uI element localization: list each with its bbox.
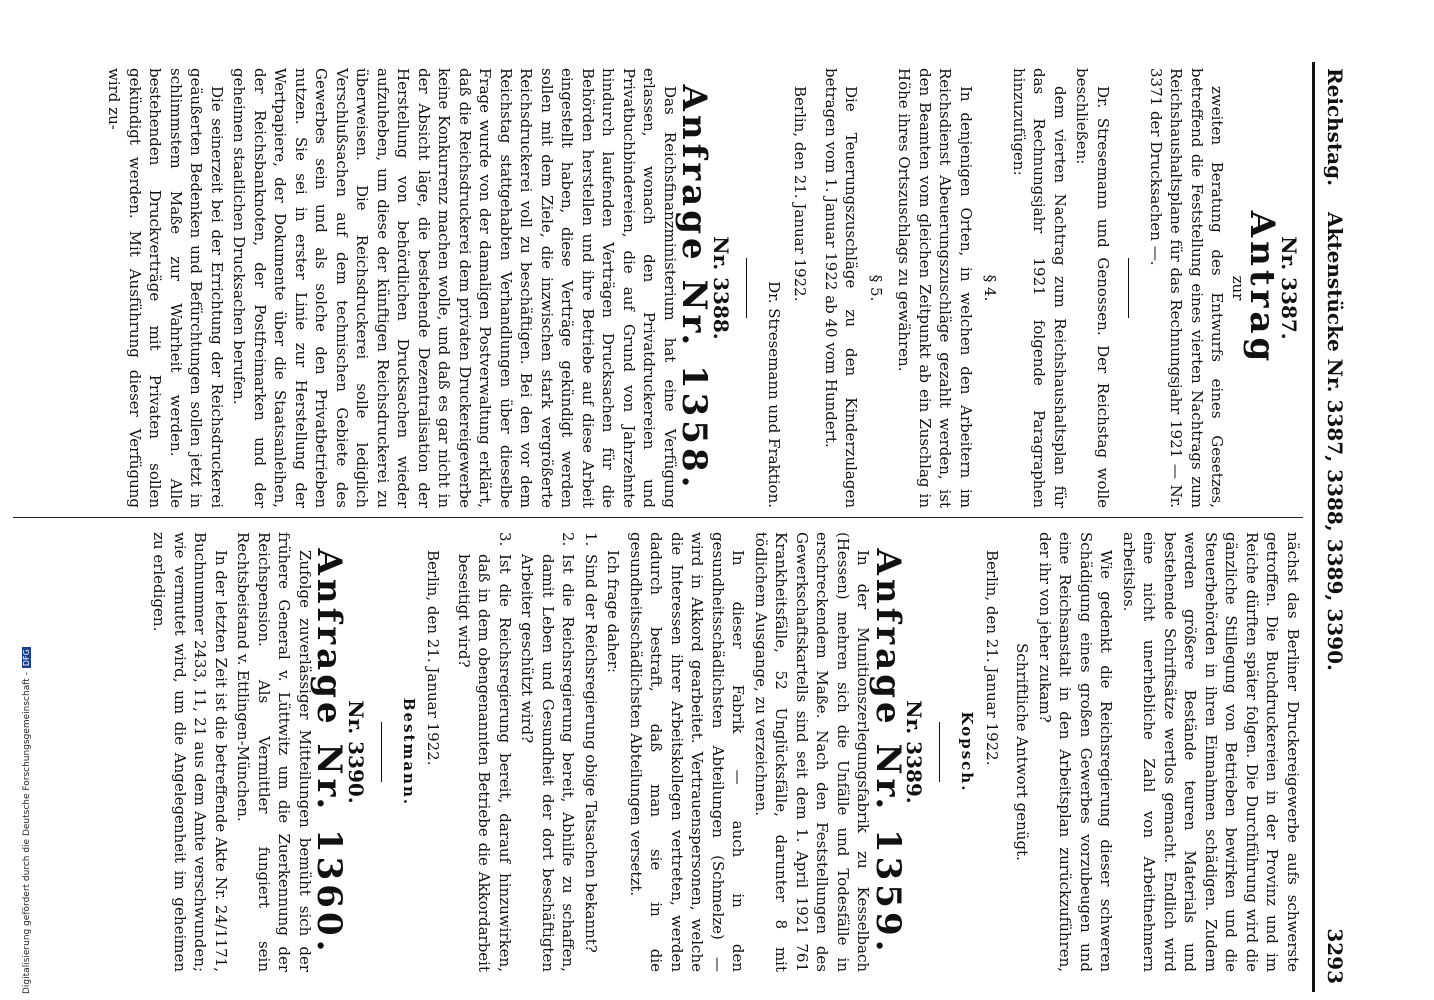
signature: Bestmann. xyxy=(400,697,418,807)
list-item: 3. Ist die Reichsregierung bereit, darauf hinzuwirken, daß in dem obengenannten Betriebe die Akkordarbeit beseitigt wird? xyxy=(455,532,514,972)
dfg-logo: DFG xyxy=(22,649,31,667)
question-list xyxy=(454,532,602,972)
footer-note xyxy=(8,4,32,994)
header-title: Aktenstücke Nr. 3387, 3388, 3389, 3390. xyxy=(1323,212,1347,671)
date-line: Berlin, den 21. Januar 1922. xyxy=(424,550,443,766)
paragraph: Dr. Stresemann und Genossen. Der Reichstag wolle beschließen: xyxy=(1073,68,1112,508)
paragraph: zweiten Beratung des Entwurfs eines Gesetzes, betreffend die Feststellung eines vierten Nachtrags zum Reichshaushaltsplane für das Rechnungsjahr 1921 — Nr. 3371 der Drucksachen —. xyxy=(1147,68,1227,508)
doc-number: Nr. 3387. xyxy=(1277,236,1301,340)
doc-title: Anfrage Nr. 1358. xyxy=(674,84,715,492)
signature: Kopsch. xyxy=(958,711,977,793)
left-column xyxy=(13,68,1303,508)
doc-title: Anfrage Nr. 1360. xyxy=(309,548,350,956)
paragraph: Wie gedenkt die Reichsregierung dieser schweren Schädigung eines großen Gewerbes vorzubeugen und eine Reichsanstalt in den Arbeitsplan zurückzuführen, der ihr von jeher zukam? xyxy=(1036,532,1116,972)
divider xyxy=(372,532,393,972)
date-line: Berlin, den 21. Januar 1922. xyxy=(791,86,810,302)
paragraph: nächst das Berliner Druckereigewerbe aufs schwerste getroffen. Die Buchdruckereien in der Provinz und im Reiche dürften später folgen. Die Durchführung wird die gänzliche Stillegung von Betrieben bewirken und die Steuerbehörden in ihren Einnahmen schädigen. Zudem werden größere Bestände teuren Materials und bestehende Schriftsätze wertlos gemacht. Endlich wird eine nicht unerhebliche Zahl von Arbeitnehmern arbeitslos. xyxy=(1120,532,1302,972)
header-left: Reichstag. xyxy=(1323,68,1347,187)
section-mark: § 5. xyxy=(867,274,885,302)
paragraph: dem vierten Nachtrag zum Reichshaushaltsplan für das Rechnungsjahr 1921 folgende Paragraphen hinzuzufügen: xyxy=(1010,68,1069,508)
paragraph: In der letzten Zeit ist die betreffende Akte Nr. 24/1171, Buchnummer 2433, 11, 21 aus dem Amte verschwunden; wie vermutet wird, um die Angelegenheit im geheimen zu erledigen. xyxy=(150,532,230,972)
doc-number: Nr. 3389. xyxy=(902,700,927,804)
divider xyxy=(737,68,758,508)
divider xyxy=(931,532,952,972)
column-rule xyxy=(13,517,1303,518)
page-header xyxy=(1312,62,1355,992)
list-item-text: Sind der Reichsregierung obige Tatsachen bekannt? xyxy=(582,554,600,953)
doc-number: Nr. 3388. xyxy=(709,236,733,340)
paragraph: Das Reichsfinanzministerium hat eine Verfügung erlassen, wonach den Privatdruckereien und Privatbuchbindereien, die auf Grund von Jahrzehnte hindurch laufenden Verträgen Drucksachen für die Behörden herstellen und ihre Betriebe auf diese Arbeit eingestellt haben, diese Verträge gekündigt werden sollen mit dem Ziele, die inzwischen stark vergrößerte Reichsdruckerei voll zu beschäftigen. Bei den vor dem Reichstag stattgehabten Verhandlungen über dieselbe Frage wurde von der damaligen Postverwaltung erklärt, daß die Reichsdruckerei dem privaten Druckereigewerbe keine Konkurrenz machen wolle, und daß es gar nicht in der Absicht läge, die bestehende Dezentralisation der Herstellung von behördlichen Drucksachen wieder aufzuheben, um diese der künftigen Reichsdruckerei zu überweisen. Die Reichsdruckerei solle lediglich Verschlußsachen auf dem technischen Gebiete des Gewerbes sein und als solche den Privatbetrieben nutzen. Sie sei in erster Linie zur Herstellung der Wertpapiere, der Dokumente über die Staatsanleihen, der Reichsbanknoten, der Postfreimarken und der geheimen staatlichen Drucksachen berufen. xyxy=(230,68,679,508)
doc-title: Anfrage Nr. 1359. xyxy=(868,548,908,956)
doc-zur: zur xyxy=(1229,275,1247,301)
rotated-document-page xyxy=(0,62,1355,992)
paragraph: Zufolge zuverlässiger Mitteilungen bemüht sich der frühere General v. Lüttwitz um die Zuerkennung der Reichspension. Als Vermittler fungiert sein Rechtsbeistand v. Ettlingen-München. xyxy=(234,532,314,972)
list-item: 2. Ist die Reichsregierung bereit, Abhilfe zu schaffen, damit Leben und Gesundheit der dort beschäftigten Arbeiter geschützt wird? xyxy=(518,532,578,972)
paragraph: Die seinerzeit bei der Errichtung der Reichsdruckerei geäußerten Bedenken und Befürchtungen sollen jetzt in schlimmstem Maße zur Wahrheit werden. Alle bestehenden Druckverträge mit Privaten sollen gekündigt werden. Mit Ausführung dieser Verfügung wird zu- xyxy=(105,68,226,508)
list-item-text: Ist die Reichsregierung bereit, Abhilfe zu schaffen, damit Leben und Gesundheit der dort beschäftigten Arbeiter geschützt wird? xyxy=(518,554,578,972)
paragraph: Die Teuerungszuschläge zu den Kinderzulagen betragen vom 1. Januar 1922 ab 40 vom Hundert. xyxy=(822,68,861,508)
footer-note-text: Digitalisierung gefördert durch die Deutsche Forschungsgemeinschaft - xyxy=(22,672,32,994)
list-item-text: Ist die Reichsregierung bereit, darauf hinzuwirken, daß in dem obengenannten Betriebe die Akkordarbeit beseitigt wird? xyxy=(455,554,514,972)
list-item: 1. Sind der Reichsregierung obige Tatsachen bekannt? xyxy=(582,532,600,953)
paragraph: In dieser Fabrik — auch in den gesundheitsschädlichsten Abteilungen (Schmelze) — wird in Akkord gearbeitet. Vertrauenspersonen, welche die Interessen ihrer Arbeitskollegen vertreten, werden dadurch bestraft, daß man sie in die gesundheitsschädlichsten Abteilungen versetzt. xyxy=(627,532,748,972)
signature: Dr. Stresemann und Fraktion. xyxy=(765,281,783,508)
divider xyxy=(1119,68,1140,508)
paragraph: Schriftliche Antwort genügt. xyxy=(1013,643,1032,861)
paragraph: In der Munitionszerlegungsfabrik zu Kesselbach (Hessen) mehren sich die Unfälle und Todesfälle in erschreckendem Maße. Nach den Feststellungen des Gewerkschaftskartells sind seit dem 1. April 1921 761 Krankheitsfälle, 52 Unglücksfälle, darunter 8 mit tödlichem Ausgange, zu verzeichnen. xyxy=(752,532,873,972)
paragraph: In denjenigen Orten, in welchen den Arbeitern im Reichsdienst Abeuerungszuschläge gezahlt werden, ist den Beamten vom gleichen Zeitpunkt ab ein Zuschlag in Höhe ihres Ortszuschlags zu gewähren. xyxy=(895,68,975,508)
right-column xyxy=(13,532,1303,972)
section-mark: § 4. xyxy=(981,274,1000,302)
doc-title: Antrag xyxy=(1242,210,1283,366)
date-line: Berlin, den 21. Januar 1922. xyxy=(983,550,1001,766)
paragraph: Ich frage daher: xyxy=(604,550,623,673)
doc-number: Nr. 3390. xyxy=(344,700,368,804)
page-number: 3293 xyxy=(1323,928,1347,984)
